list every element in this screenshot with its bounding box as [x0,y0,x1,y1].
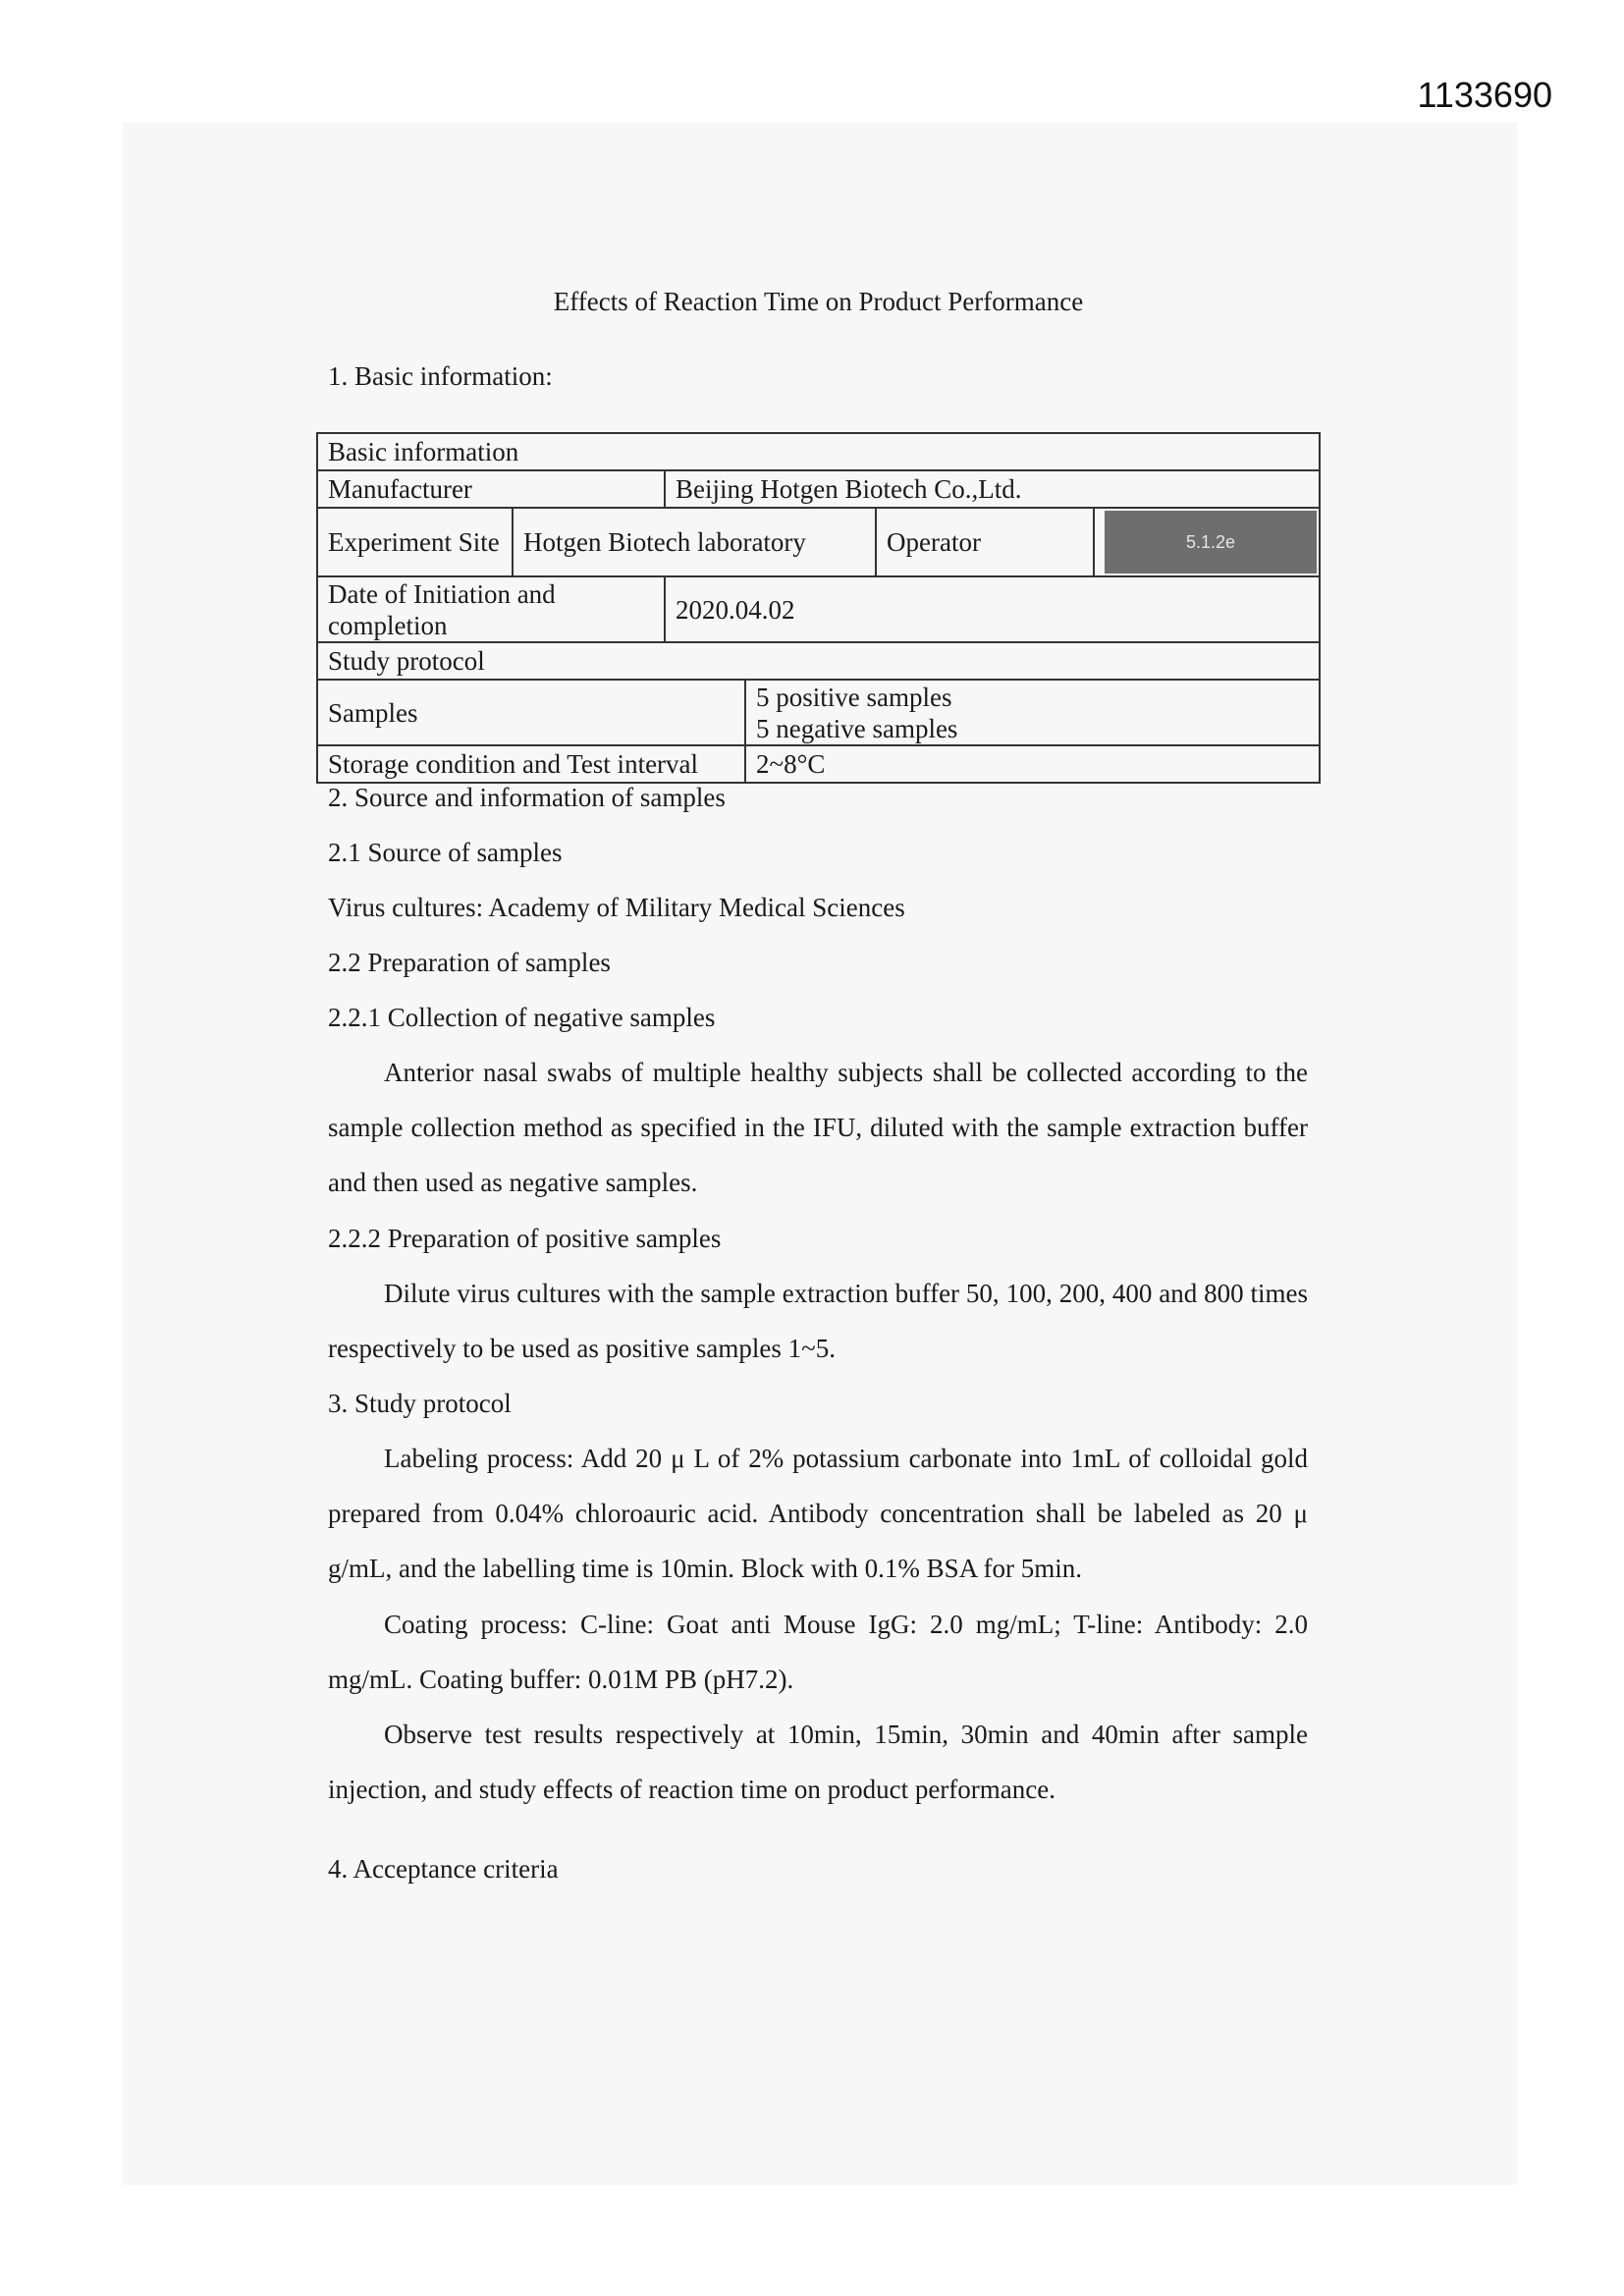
observe-paragraph: Observe test results respectively at 10min, 15min, 30min and 40min after sample injection, and study effects of reaction time on product performance. [328,1720,1308,1804]
labeling-paragraph: Labeling process: Add 20 μ L of 2% potassium carbonate into 1mL of colloidal gold prepared from 0.04% chloroauric acid. Antibody concentration shall be labeled as 20 μ g/mL, and the labelling time is 10min. Block with 0.1% BSA for 5min. [328,1444,1308,1583]
basic-info-table [316,432,1321,784]
date-value: 2020.04.02 [665,576,1320,642]
site-value: Hotgen Biotech laboratory [513,508,876,576]
storage-label: Storage condition and Test interval [317,745,745,783]
site-label: Experiment Site [317,508,513,576]
section-2-2-1-heading: 2.2.1 Collection of negative samples [328,1003,716,1032]
section-2-2-heading: 2.2 Preparation of samples [328,948,611,977]
samples-value [745,680,1320,745]
operator-value [1094,508,1320,576]
section-3-heading: 3. Study protocol [328,1389,512,1418]
samples-negative: 5 negative samples [756,713,958,743]
manufacturer-label: Manufacturer [317,470,665,508]
section-4-heading: 4. Acceptance criteria [328,1854,559,1884]
section-2-2-2-paragraph: Dilute virus cultures with the sample extraction buffer 50, 100, 200, 400 and 800 times respectively to be used as positive samples 1~5. [328,1279,1308,1363]
storage-value: 2~8°C [745,745,1320,783]
section-2-1-text: Virus cultures: Academy of Military Medical Sciences [328,893,905,922]
section-1-heading: 1. Basic information: [328,361,553,391]
page-title: Effects of Reaction Time on Product Performance [553,287,1084,316]
section-2-2-2-heading: 2.2.2 Preparation of positive samples [328,1224,722,1253]
manufacturer-value: Beijing Hotgen Biotech Co.,Ltd. [665,470,1320,508]
protocol-header: Study protocol [317,642,1320,680]
samples-label: Samples [317,680,745,745]
redaction-box: 5.1.2e [1105,511,1317,574]
coating-paragraph: Coating process: C-line: Goat anti Mouse IgG: 2.0 mg/mL; T-line: Antibody: 2.0 mg/mL. Coating buffer: 0.01M PB (pH7.2). [328,1610,1308,1694]
section-2-heading: 2. Source and information of samples [328,783,726,812]
table-header: Basic information [317,433,1320,470]
samples-positive: 5 positive samples [756,682,952,712]
document-number: 1133690 [1417,75,1552,115]
section-2-1-heading: 2.1 Source of samples [328,838,563,867]
date-label: Date of Initiation and completion [317,576,665,642]
operator-label: Operator [876,508,1094,576]
section-2-2-1-paragraph: Anterior nasal swabs of multiple healthy subjects shall be collected according to the sample collection method as specified in the IFU, diluted with the sample extraction buffer and then used as negative samples. [328,1058,1308,1197]
